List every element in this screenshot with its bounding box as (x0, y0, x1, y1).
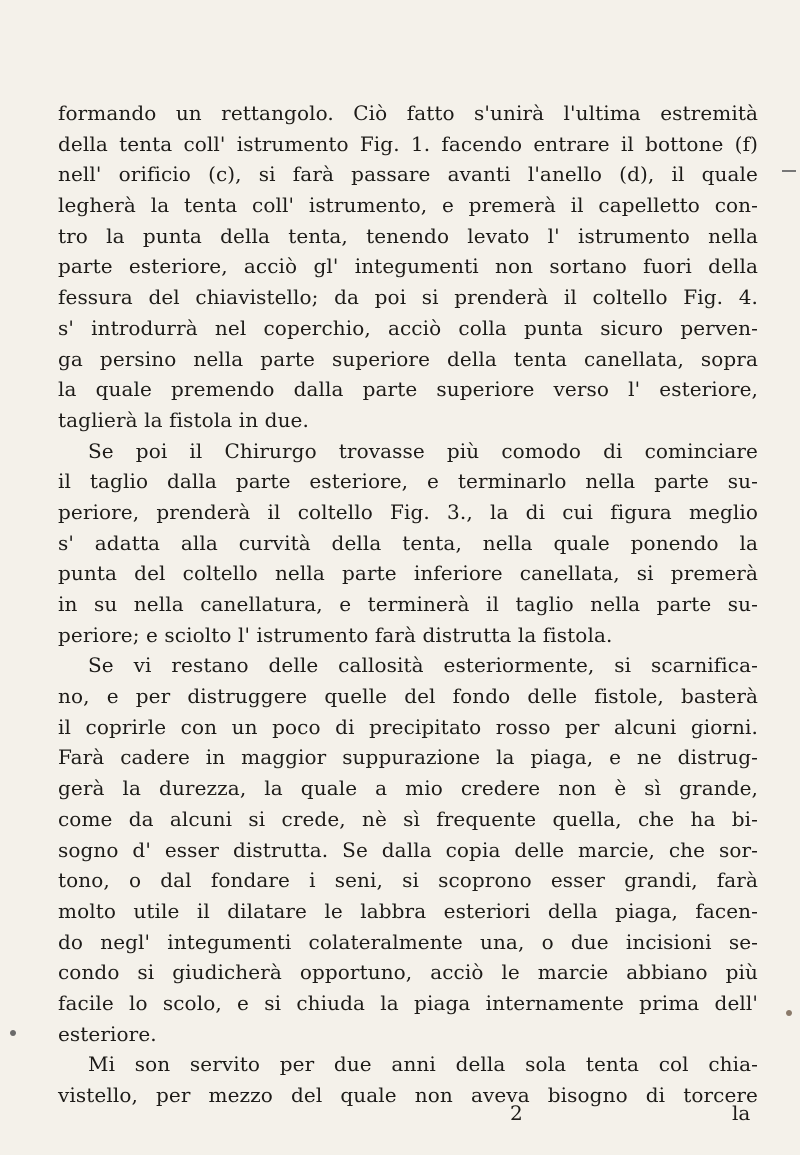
text-line: molto utile il dilatare le labbra esteriori della piaga, facen- (58, 898, 758, 923)
text-line: formando un rettangolo. Ciò fatto s'unirà l'ultima estremità (58, 101, 758, 125)
text-line: parte esteriore, acciò gl' integumenti non sortano fuori della (58, 254, 758, 279)
text-line: gerà la durezza, la quale a mio credere non è sì grande, (58, 776, 758, 801)
paper-speck (786, 1010, 792, 1016)
text-line: vistello, per mezzo del quale non aveva bisogno di torcere (58, 1083, 758, 1107)
text-line: taglierà la fistola in due. (58, 407, 309, 432)
text-line: Mi son servito per due anni della sola tenta col chia- (88, 1052, 758, 1077)
text-line: condo si giudicherà opportuno, acciò le marcie abbiano più (58, 960, 758, 985)
text-line: do negl' integumenti colateralmente una, o due incisioni se- (58, 929, 758, 954)
text-line: esteriore. (58, 1021, 157, 1046)
page-footer (0, 1101, 800, 1131)
text-line: della tenta coll' istrumento Fig. 1. facendo entrare il bottone (f) (58, 131, 758, 156)
text-line: periore, prenderà il coltello Fig. 3., la di cui figura meglio (58, 499, 758, 524)
text-line: periore; e sciolto l' istrumento farà distrutta la fistola. (58, 622, 613, 647)
text-line: Se poi il Chirurgo trovasse più comodo di cominciare (88, 438, 758, 463)
text-line: facile lo scolo, e si chiuda la piaga internamente prima dell' (58, 990, 758, 1015)
text-line: Se vi restano delle callosità esteriormente, si scarnifica- (88, 653, 758, 678)
text-line: fessura del chiavistello; da poi si prenderà il coltello Fig. 4. (58, 285, 758, 310)
body-text (58, 98, 758, 1111)
text-line: in su nella canellatura, e terminerà il taglio nella parte su- (58, 592, 758, 616)
text-line: tro la punta della tenta, tenendo levato l' istrumento nella (58, 223, 758, 248)
signature-mark: 2 (510, 1101, 523, 1125)
text-line: punta del coltello nella parte inferiore canellata, si premerà (58, 561, 758, 586)
text-line: tono, o dal fondare i seni, si scoprono esser grandi, farà (58, 868, 758, 893)
text-line: il taglio dalla parte esteriore, e terminarlo nella parte su- (58, 469, 758, 494)
text-line: ga persino nella parte superiore della tenta canellata, sopra (58, 346, 758, 371)
text-line: Farà cadere in maggior suppurazione la piaga, e ne distrug- (58, 745, 758, 770)
text-line: no, e per distruggere quelle del fondo delle fistole, basterà (58, 684, 758, 709)
text-line: nell' orificio (c), si farà passare avanti l'anello (d), il quale (58, 162, 758, 187)
text-line: sogno d' esser distrutta. Se dalla copia delle marcie, che sor- (58, 837, 758, 862)
text-line: legherà la tenta coll' istrumento, e premerà il capelletto con- (58, 193, 758, 218)
text-line: come da alcuni si crede, nè sì frequente quella, che ha bi- (58, 806, 758, 831)
margin-tick (782, 170, 796, 172)
text-line: s' adatta alla curvità della tenta, nella quale ponendo la (58, 530, 758, 555)
paper-speck (10, 1030, 16, 1036)
catchword: la (732, 1101, 751, 1125)
text-line: s' introdurrà nel coperchio, acciò colla punta sicuro perven- (58, 315, 758, 340)
text-line: la quale premendo dalla parte superiore verso l' esteriore, (58, 377, 758, 402)
text-line: il coprirle con un poco di precipitato rosso per alcuni giorni. (58, 714, 758, 739)
